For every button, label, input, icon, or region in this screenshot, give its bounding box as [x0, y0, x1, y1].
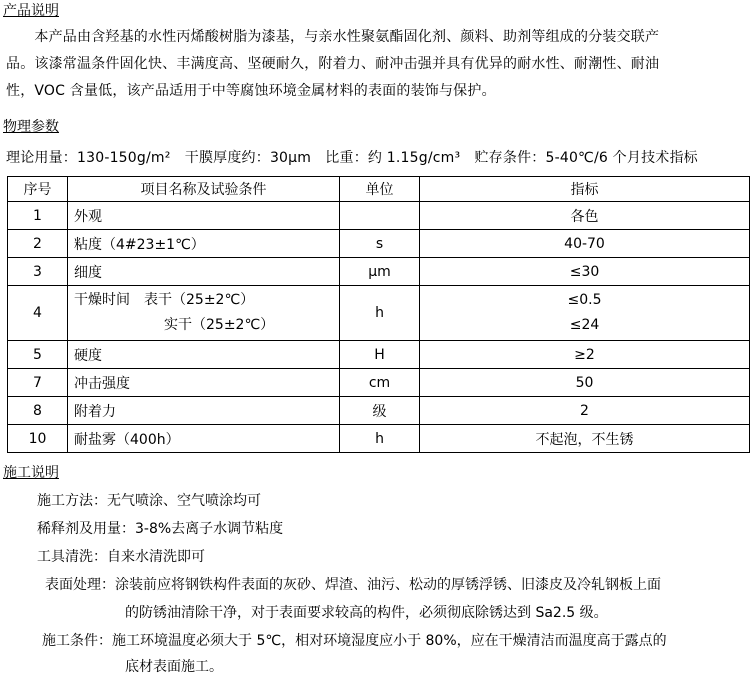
product-desc-line-1: 本产品由含羟基的水性丙烯酸树脂为漆基，与亲水性聚氨酯固化剂、颜料、助剂等组成的分装交联产 — [6, 29, 660, 45]
spec-table — [7, 176, 750, 453]
drying-surface-dry: 干燥时间 表干（25±2℃） — [74, 292, 255, 308]
row-item: 细度 — [68, 258, 340, 286]
row-item: 硬度 — [68, 341, 340, 369]
row-item: 附着力 — [68, 397, 340, 425]
row-no: 7 — [8, 369, 68, 397]
row-value: 各色 — [420, 202, 750, 230]
construction-condition-line-1: 施工条件：施工环境温度必须大于 5℃，相对环境湿度应小于 80%，应在干燥清洁而温度高于露点的 — [42, 633, 667, 649]
construction-heading: 施工说明 — [3, 465, 59, 481]
product-heading: 产品说明 — [3, 3, 59, 19]
table-row — [8, 230, 750, 258]
row-item — [68, 286, 340, 341]
table-row — [8, 397, 750, 425]
construction-thinner: 稀释剂及用量：3-8%去离子水调节粘度 — [37, 521, 284, 537]
row-unit: h — [340, 425, 420, 453]
header-value: 指标 — [420, 177, 750, 202]
row-value: 40-70 — [420, 230, 750, 258]
row-no: 8 — [8, 397, 68, 425]
row-item: 外观 — [68, 202, 340, 230]
row-value: ≤30 — [420, 258, 750, 286]
row-value: 不起泡，不生锈 — [420, 425, 750, 453]
header-item: 项目名称及试验条件 — [68, 177, 340, 202]
construction-cleaning: 工具清洗：自来水清洗即可 — [37, 549, 205, 565]
table-row — [8, 341, 750, 369]
table-header-row — [8, 177, 750, 202]
product-desc-line-2: 品。该漆常温条件固化快、丰满度高、坚硬耐久，附着力、耐冲击强并具有优异的耐水性、耐潮性、耐油 — [6, 56, 660, 72]
construction-method: 施工方法：无气喷涂、空气喷涂均可 — [37, 493, 261, 509]
row-value: 2 — [420, 397, 750, 425]
row-unit — [340, 202, 420, 230]
row-no: 4 — [8, 286, 68, 341]
construction-surface-line-2: 的防锈油清除干净，对于表面要求较高的构件，必须彻底除锈达到 Sa2.5 级。 — [125, 605, 608, 621]
row-value: ≥2 — [420, 341, 750, 369]
drying-hard-dry: 实干（25±2℃） — [164, 317, 275, 333]
row-no: 1 — [8, 202, 68, 230]
row-value: 50 — [420, 369, 750, 397]
construction-condition-line-2: 底材表面施工。 — [125, 659, 223, 675]
table-row — [8, 258, 750, 286]
row-item: 冲击强度 — [68, 369, 340, 397]
hard-dry-value: ≤24 — [569, 317, 600, 333]
surface-dry-value: ≤0.5 — [567, 292, 602, 308]
row-unit: 级 — [340, 397, 420, 425]
row-unit: s — [340, 230, 420, 258]
table-row — [8, 202, 750, 230]
product-desc-line-3: 性，VOC 含量低，该产品适用于中等腐蚀环境金属材料的表面的装饰与保护。 — [6, 83, 496, 99]
physical-heading: 物理参数 — [3, 119, 59, 135]
tech-spec-label: 技术指标 — [641, 150, 698, 166]
table-row — [8, 425, 750, 453]
header-no: 序号 — [8, 177, 68, 202]
table-row — [8, 286, 750, 341]
row-no: 3 — [8, 258, 68, 286]
row-unit: h — [340, 286, 420, 341]
header-unit: 单位 — [340, 177, 420, 202]
physical-params-line — [6, 149, 748, 167]
row-no: 2 — [8, 230, 68, 258]
row-no: 5 — [8, 341, 68, 369]
row-value — [420, 286, 750, 341]
construction-surface-line-1: 表面处理：涂装前应将钢铁构件表面的灰砂、焊渣、油污、松动的厚锈浮锈、旧漆皮及冷轧钢板上面 — [45, 577, 661, 593]
row-item: 粘度（4#23±1℃） — [68, 230, 340, 258]
physical-params: 理论用量：130-150g/m² 干膜厚度约：30μm 比重：约 1.15g/cm³ 贮存条件：5-40℃/6 个月 — [6, 150, 642, 166]
row-unit: cm — [340, 369, 420, 397]
row-item: 耐盐雾（400h） — [68, 425, 340, 453]
row-no: 10 — [8, 425, 68, 453]
row-unit: H — [340, 341, 420, 369]
row-unit: μm — [340, 258, 420, 286]
table-row — [8, 369, 750, 397]
